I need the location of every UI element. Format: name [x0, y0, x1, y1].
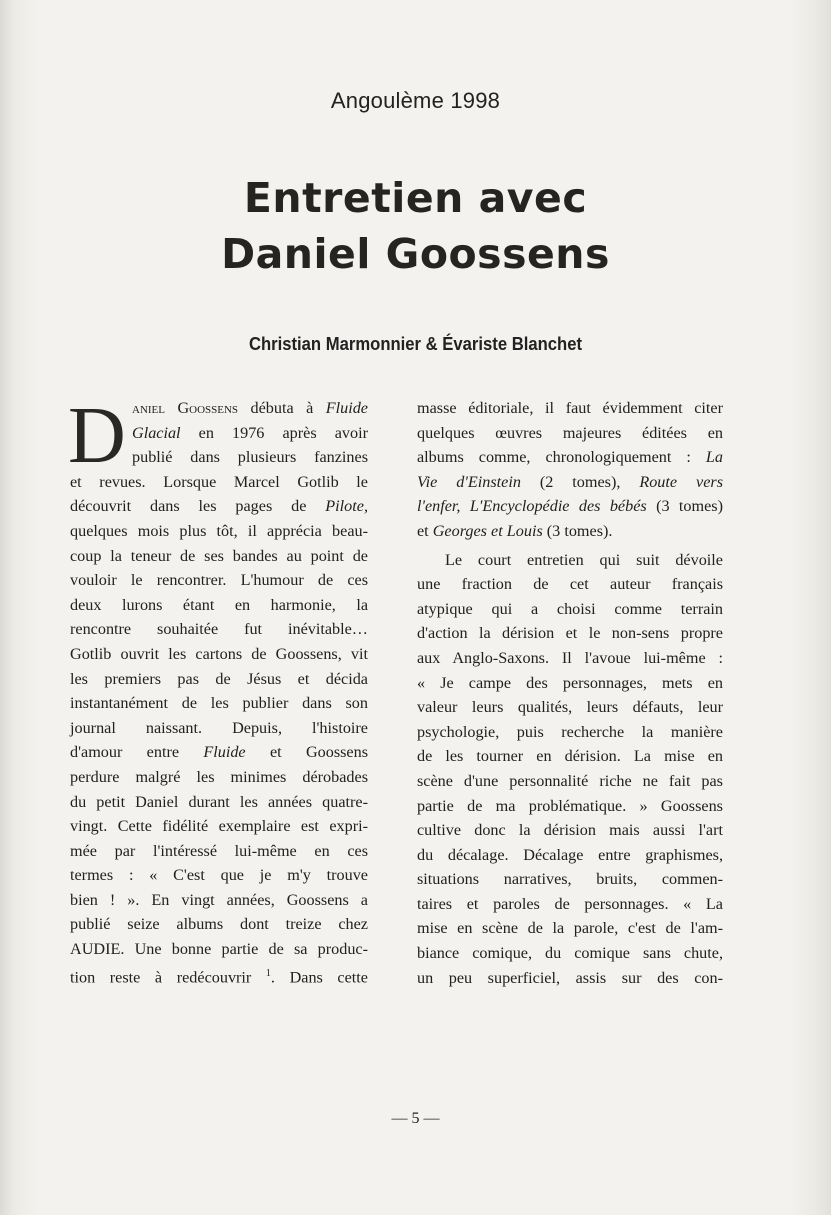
text-line: Glacial en 1976 après avoir [132, 423, 368, 442]
text-line: un peu superficiel, assis sur des con- [417, 968, 723, 987]
text-line: Vie d'Einstein (2 tomes), Route vers [417, 472, 723, 491]
text-line: valeur leurs qualités, leurs défauts, leur [417, 698, 723, 717]
text-line: du décalage. Décalage entre graphismes, [417, 845, 723, 864]
text-line: partie de ma problématique. » Goossens [417, 796, 723, 815]
text-line: masse éditoriale, il faut évidemment citer [417, 399, 723, 417]
text-line: découvrit dans les pages de Pilote, [70, 497, 368, 516]
text-line: atypique qui a choisi comme terrain [417, 599, 723, 618]
article-title [0, 170, 831, 282]
text-line: mise en scène de la parole, c'est de l'am- [417, 919, 723, 938]
text-line: psychologie, puis recherche la manière [417, 722, 723, 741]
text-line: et Georges et Louis (3 tomes). [417, 521, 613, 540]
text-line: de les tourner en dérision. La mise en [417, 747, 723, 766]
text-line: mée par l'intéressé lui-même en ces [70, 841, 368, 860]
text-line: rencontre souhaitée fut inévitable… [70, 620, 368, 639]
right-column [417, 396, 723, 990]
page-number: — 5 — [391, 1110, 440, 1127]
authors: Christian Marmonnier & Évariste Blanchet [248, 333, 583, 354]
text-line: deux lurons étant en harmonie, la [70, 595, 368, 614]
text-line: situations narratives, bruits, commen- [417, 870, 723, 889]
text-line: aniel Goossens débuta à Fluide [132, 399, 368, 417]
text-line: l'enfer, L'Encyclopédie des bébés (3 tomes) [417, 497, 723, 516]
text-line: d'amour entre Fluide et Goossens [70, 743, 368, 762]
text-line: journal naissant. Depuis, l'histoire [70, 718, 368, 737]
text-line: publié dans plusieurs fanzines [132, 448, 368, 467]
text-line: d'action la dérision et le non-sens propre [417, 624, 723, 643]
text-line: coup la teneur de ses bandes au point de [70, 546, 368, 565]
text-line: quelques œuvres majeures éditées en [417, 423, 723, 442]
text-line: « Je campe des personnages, mets en [417, 673, 723, 692]
text-line: albums comme, chronologiquement : La [417, 448, 723, 467]
text-line: Le court entretien qui suit dévoile [445, 550, 723, 569]
text-line: vingt. Cette fidélité exemplaire est expri- [70, 817, 368, 836]
text-line: tion reste à redécouvrir $^1$. Dans cette [70, 967, 368, 987]
text-line: les premiers pas de Jésus et décida [70, 669, 368, 688]
footnote-marker: 1 [265, 967, 271, 979]
text-line: scène d'une personnalité riche ne fait pas [417, 771, 723, 790]
text-line: quelques mois plus tôt, il apprécia beau- [70, 521, 368, 540]
text-line: publié seize albums dont treize chez [70, 915, 368, 934]
supertitle: Angoulème 1998 [330, 88, 501, 113]
text-line: bien ! ». En vingt années, Goossens a [70, 890, 368, 909]
text-line: termes : « C'est que je m'y trouve [70, 866, 368, 885]
drop-cap: D [68, 392, 126, 480]
text-line: du petit Daniel durant les années quatre- [70, 792, 368, 811]
text-line: une fraction de cet auteur français [417, 575, 723, 594]
article-title-line-2: Daniel Goossens [221, 230, 610, 278]
text-line: AUDIE. Une bonne partie de sa produc- [70, 940, 368, 959]
left-column [68, 392, 368, 987]
text-line: taires et paroles de personnages. « La [417, 894, 723, 913]
text-line: Gotlib ouvrit les cartons de Goossens, vit [70, 644, 368, 663]
text-line: cultive donc la dérision mais aussi l'art [417, 821, 723, 840]
text-line: biance comique, du comique sans chute, [417, 944, 723, 963]
text-line: et revues. Lorsque Marcel Gotlib le [70, 472, 368, 491]
text-line: perdure malgré les minimes dérobades [70, 767, 368, 786]
text-line: vouloir le rencontrer. L'humour de ces [70, 571, 368, 590]
text-line: instantanément de les publier dans son [70, 694, 368, 713]
article-title-line-1: Entretien avec [243, 174, 588, 222]
text-line: aux Anglo-Saxons. Il l'avoue lui-même : [417, 648, 723, 667]
